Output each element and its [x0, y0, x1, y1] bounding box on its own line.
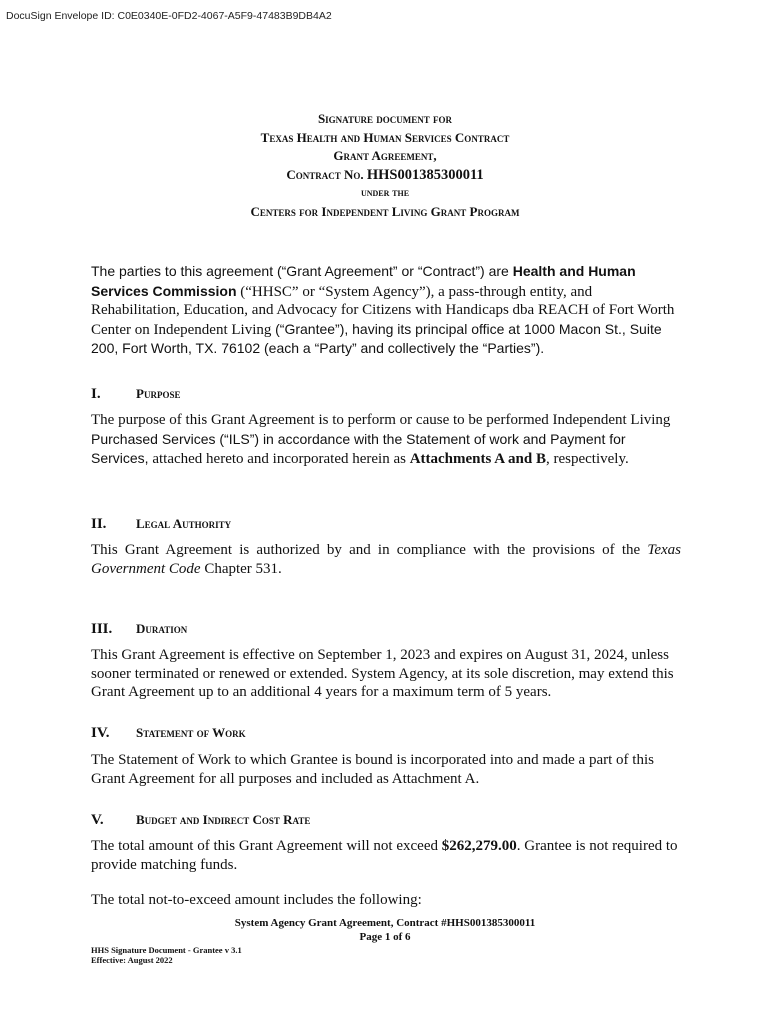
section-text-purpose: The purpose of this Grant Agreement is to perform or cause to be performed Independent Living Purchased Services (“ILS”) in accordance with the Statement of work and Payment for Services, attached hereto and incorporated herein as Attachments A and B, respectively.: [91, 412, 671, 467]
document-title: [0, 110, 770, 221]
title-line-6: Centers for Independent Living Grant Program: [250, 203, 520, 219]
section-text-budget: The total amount of this Grant Agreement will not exceed $262,279.00. Grantee is not required to provide matching funds.: [91, 838, 678, 873]
title-contract-number: HHS001385300011: [366, 166, 484, 183]
footer-effective-line: Effective: August 2022: [91, 955, 173, 965]
section-heading-purpose: I. Purpose: [91, 386, 181, 402]
section-text-budget-includes: The total not-to-exceed amount includes the following:: [91, 892, 422, 908]
footer-version-line: HHS Signature Document - Grantee v 3.1: [91, 945, 242, 955]
title-line-1: Signature document for: [317, 111, 453, 126]
section-text-duration: This Grant Agreement is effective on September 1, 2023 and expires on August 31, 2024, unless sooner terminated or renewed or extended. System Agency, at its sole discretion, may extend this Grant Agreement up to an additional 4 years for a maximum term of 5 years.: [91, 647, 674, 700]
section-heading-legal-authority: II. Legal Authority: [91, 516, 232, 532]
title-line-5: under the: [360, 187, 410, 199]
section-text-legal-authority: This Grant Agreement is authorized by and in compliance with the provisions of the Texas Government Code Chapter 531.: [91, 542, 681, 577]
intro-paragraph: The parties to this agreement (“Grant Agreement” or “Contract”) are Health and Human Services Commission (“HHSC” or “System Agency”), a pass-through entity, and Rehabilitation, Education, and Advocacy for Citizens with Handicaps dba REACH of Fort Worth Center on Independent Living (“Grantee”), having its principal office at 1000 Macon St., Suite 200, Fort Worth, TX. 76102 (each a “Party” and collectively the “Parties”).: [91, 263, 675, 356]
total-amount: $262,279.00: [441, 838, 517, 854]
section-heading-statement-of-work: IV. Statement of Work: [91, 725, 246, 741]
envelope-id: DocuSign Envelope ID: C0E0340E-0FD2-4067-A5F9-47483B9DB4A2: [6, 10, 332, 22]
title-line-3: Grant Agreement,: [333, 148, 437, 163]
section-text-statement-of-work: The Statement of Work to which Grantee is bound is incorporated into and made a part of this Grant Agreement for all purposes and included as Attachment A.: [91, 752, 654, 787]
footer-page-number: Page 1 of 6: [359, 931, 411, 943]
section-heading-duration: III. Duration: [91, 621, 188, 637]
section-heading-budget: V. Budget and Indirect Cost Rate: [91, 812, 311, 828]
title-contract-label: Contract No.: [286, 166, 364, 182]
footer-contract-line: System Agency Grant Agreement, Contract #HHS001385300011: [234, 917, 536, 929]
title-line-2: Texas Health and Human Services Contract: [260, 129, 510, 145]
footer-version: [91, 945, 242, 965]
agency-name: Health and Human Services Commission: [91, 263, 636, 299]
